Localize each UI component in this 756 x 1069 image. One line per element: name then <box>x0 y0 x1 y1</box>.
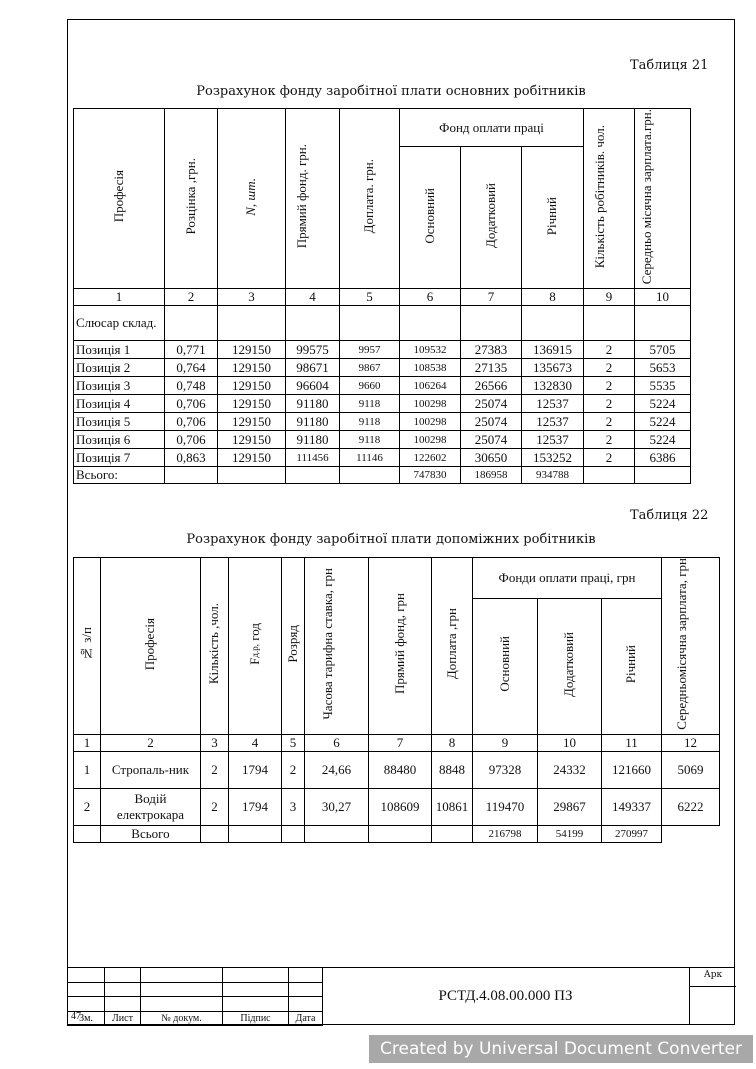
t21-cell: 0,706 <box>165 413 218 431</box>
t22-cell: 2 <box>74 788 101 825</box>
t21-total-annual: 934788 <box>522 467 584 484</box>
t22-cell: 2 <box>201 788 229 825</box>
t22-cell: 1794 <box>229 788 282 825</box>
t22-cell: 29867 <box>538 788 602 825</box>
t21-cell: 5535 <box>635 377 691 395</box>
t21-cell: 12537 <box>522 431 584 449</box>
t21-cell: 2 <box>584 395 635 413</box>
table21-label: Таблиця 21 <box>630 58 709 73</box>
t21-cell: 25074 <box>461 431 522 449</box>
t21-group-label: Слюсар склад. <box>74 306 165 341</box>
t22-total-basic: 216798 <box>473 825 538 842</box>
stamp-col-date: Дата <box>289 1011 323 1026</box>
t21-colnum: 3 <box>218 289 286 306</box>
stamp-col-change: Зм. <box>68 1011 105 1026</box>
t21-total-additional: 186958 <box>461 467 522 484</box>
t21-colnum: 6 <box>400 289 461 306</box>
title-block <box>67 967 323 1026</box>
t21-cell: 12537 <box>522 413 584 431</box>
t21-cell: 106264 <box>400 377 461 395</box>
t21-cell: 27383 <box>461 341 522 359</box>
t22-header-avg-salary: Середньомісячна зарплата, грн <box>662 558 720 735</box>
t21-total-label: Всього: <box>74 467 165 484</box>
t21-cell: 132830 <box>522 377 584 395</box>
t21-total-basic: 747830 <box>400 467 461 484</box>
t22-row <box>74 751 720 788</box>
t22-colnum: 9 <box>473 734 538 751</box>
t22-colnum: 10 <box>538 734 602 751</box>
t21-cell: 5653 <box>635 359 691 377</box>
t21-cell: 5224 <box>635 413 691 431</box>
t22-cell: 24332 <box>538 751 602 788</box>
t21-header-annual: Річний <box>522 147 584 289</box>
t21-position-label: Позиція 2 <box>74 359 165 377</box>
t21-position-label: Позиція 5 <box>74 413 165 431</box>
t21-position-label: Позиція 4 <box>74 395 165 413</box>
t21-cell: 129150 <box>218 413 286 431</box>
t21-cell: 5224 <box>635 431 691 449</box>
t22-total-row <box>74 825 720 842</box>
t21-cell: 99575 <box>286 341 340 359</box>
t21-header-rate: Розцінка ,грн. <box>165 109 218 289</box>
t21-cell: 129150 <box>218 359 286 377</box>
t22-cell: 88480 <box>369 751 432 788</box>
t21-cell: 129150 <box>218 377 286 395</box>
t21-cell: 91180 <box>286 431 340 449</box>
t22-profession: Водій електрокара <box>101 788 201 825</box>
table22-title: Розрахунок фонду заробітної плати допоміжних робітників <box>186 532 596 547</box>
t21-position-label: Позиція 6 <box>74 431 165 449</box>
t21-cell: 111456 <box>286 449 340 467</box>
stamp-col-sheet: Лист <box>105 1011 141 1026</box>
t21-position-label: Позиція 3 <box>74 377 165 395</box>
t22-colnum: 2 <box>101 734 201 751</box>
table21-title: Розрахунок фонду заробітної плати основних робітників <box>196 84 586 99</box>
t22-header-grade: Розряд <box>282 558 305 735</box>
t22-header-surcharge: Доплата ,грн <box>432 558 473 735</box>
t21-column-numbers <box>74 289 691 306</box>
t21-cell: 2 <box>584 449 635 467</box>
t22-total-additional: 54199 <box>538 825 602 842</box>
t21-row <box>74 359 691 377</box>
t21-cell: 27135 <box>461 359 522 377</box>
t21-cell: 9660 <box>340 377 400 395</box>
t21-total-row <box>74 467 691 484</box>
t21-cell: 2 <box>584 341 635 359</box>
t22-cell: 108609 <box>369 788 432 825</box>
t21-cell: 2 <box>584 413 635 431</box>
t21-cell: 26566 <box>461 377 522 395</box>
t21-header-direct-fund: Прямий фонд. грн. <box>286 109 340 289</box>
t21-colnum: 4 <box>286 289 340 306</box>
t22-cell: 30,27 <box>305 788 369 825</box>
stamp-col-sign: Підпис <box>223 1011 289 1026</box>
t22-cell: 119470 <box>473 788 538 825</box>
t21-cell: 0,706 <box>165 395 218 413</box>
t21-position-label: Позиція 1 <box>74 341 165 359</box>
t21-cell: 0,863 <box>165 449 218 467</box>
t21-colnum: 7 <box>461 289 522 306</box>
t21-cell: 12537 <box>522 395 584 413</box>
t22-header-num: № з/п <box>74 558 101 735</box>
t22-cell: 10861 <box>432 788 473 825</box>
t21-row <box>74 449 691 467</box>
t21-colnum: 5 <box>340 289 400 306</box>
t22-header-direct-fund: Прямий фонд, грн <box>369 558 432 735</box>
t21-cell: 129150 <box>218 449 286 467</box>
table22-label: Таблиця 22 <box>630 508 709 523</box>
t22-colnum: 1 <box>74 734 101 751</box>
t22-cell: 6222 <box>662 788 720 825</box>
t21-row <box>74 377 691 395</box>
t22-cell: 8848 <box>432 751 473 788</box>
t22-cell: 1 <box>74 751 101 788</box>
t21-cell: 100298 <box>400 395 461 413</box>
t22-header-fdr: Fд.р, год <box>229 558 282 735</box>
t21-cell: 153252 <box>522 449 584 467</box>
t22-cell: 2 <box>201 751 229 788</box>
t21-colnum: 10 <box>635 289 691 306</box>
t22-cell: 97328 <box>473 751 538 788</box>
t22-cell: 1794 <box>229 751 282 788</box>
t21-row <box>74 341 691 359</box>
t22-header-count: Кількість ,чол. <box>201 558 229 735</box>
t21-cell: 25074 <box>461 413 522 431</box>
t21-row <box>74 395 691 413</box>
t21-header-basic: Основний <box>400 147 461 289</box>
t21-colnum: 8 <box>522 289 584 306</box>
t22-cell: 121660 <box>602 751 662 788</box>
t21-colnum: 9 <box>584 289 635 306</box>
t22-colnum: 8 <box>432 734 473 751</box>
t22-colnum: 4 <box>229 734 282 751</box>
t21-group-row <box>74 306 691 341</box>
t21-cell: 25074 <box>461 395 522 413</box>
t21-cell: 5224 <box>635 395 691 413</box>
t22-cell: 149337 <box>602 788 662 825</box>
t22-cell: 3 <box>282 788 305 825</box>
t21-cell: 100298 <box>400 431 461 449</box>
t22-total-label: Всього <box>101 825 201 842</box>
t21-cell: 0,771 <box>165 341 218 359</box>
t22-colnum: 6 <box>305 734 369 751</box>
sheet-box <box>689 967 735 1025</box>
t21-cell: 108538 <box>400 359 461 377</box>
document-code: РСТД.4.08.00.000 ПЗ <box>322 967 689 1025</box>
converter-watermark: Created by Universal Document Converter <box>369 1035 753 1063</box>
t21-cell: 0,748 <box>165 377 218 395</box>
t21-cell: 9118 <box>340 395 400 413</box>
t22-cell: 24,66 <box>305 751 369 788</box>
t21-row <box>74 413 691 431</box>
table22 <box>73 557 720 843</box>
t21-position-label: Позиція 7 <box>74 449 165 467</box>
t21-cell: 122602 <box>400 449 461 467</box>
t21-header-n: N, шт. <box>218 109 286 289</box>
t21-cell: 0,764 <box>165 359 218 377</box>
t21-header-fund-group: Фонд оплати праці <box>400 109 584 147</box>
t22-header-basic: Основний <box>473 598 538 734</box>
t21-cell: 109532 <box>400 341 461 359</box>
t21-cell: 11146 <box>340 449 400 467</box>
t21-cell: 2 <box>584 359 635 377</box>
t21-header-profession: Професія <box>74 109 165 289</box>
t21-cell: 129150 <box>218 395 286 413</box>
t21-cell: 30650 <box>461 449 522 467</box>
stamp-col-doc: № докум. <box>141 1011 223 1026</box>
t22-header-fund-group: Фонди оплати праці, грн <box>473 558 662 599</box>
t21-cell: 91180 <box>286 395 340 413</box>
t22-header-hourly-rate: Часова тарифна ставка, грн <box>305 558 369 735</box>
t21-row <box>74 431 691 449</box>
t22-row <box>74 788 720 825</box>
t22-header-annual: Річний <box>602 598 662 734</box>
t22-column-numbers <box>74 734 720 751</box>
table21 <box>73 108 691 484</box>
t21-colnum: 2 <box>165 289 218 306</box>
t21-cell: 98671 <box>286 359 340 377</box>
t21-cell: 100298 <box>400 413 461 431</box>
t22-cell: 2 <box>282 751 305 788</box>
t22-total-annual: 270997 <box>602 825 662 842</box>
t22-header-profession: Професія <box>101 558 201 735</box>
t21-header-surcharge: Доплата. грн. <box>340 109 400 289</box>
t21-cell: 91180 <box>286 413 340 431</box>
t21-cell: 135673 <box>522 359 584 377</box>
t21-cell: 6386 <box>635 449 691 467</box>
t22-colnum: 12 <box>662 734 720 751</box>
t21-cell: 9957 <box>340 341 400 359</box>
t21-cell: 96604 <box>286 377 340 395</box>
t21-cell: 0,706 <box>165 431 218 449</box>
t21-cell: 2 <box>584 377 635 395</box>
t21-cell: 9118 <box>340 431 400 449</box>
t21-colnum: 1 <box>74 289 165 306</box>
t22-colnum: 7 <box>369 734 432 751</box>
t22-colnum: 3 <box>201 734 229 751</box>
t21-cell: 5705 <box>635 341 691 359</box>
t21-header-workers-count: Кількість робітників. чол. <box>584 109 635 289</box>
t22-colnum: 11 <box>602 734 662 751</box>
t21-cell: 2 <box>584 431 635 449</box>
t22-cell: 5069 <box>662 751 720 788</box>
t22-header-additional: Додатковий <box>538 598 602 734</box>
t21-cell: 9867 <box>340 359 400 377</box>
t22-profession: Стропаль-ник <box>101 751 201 788</box>
t21-header-additional: Додатковий <box>461 147 522 289</box>
sheet-label: Арк <box>703 970 723 980</box>
t21-cell: 129150 <box>218 341 286 359</box>
t21-header-avg-salary: Середньо місячна зарплата.грн. <box>635 109 691 289</box>
t21-cell: 136915 <box>522 341 584 359</box>
t21-cell: 129150 <box>218 431 286 449</box>
t22-colnum: 5 <box>282 734 305 751</box>
t21-cell: 9118 <box>340 413 400 431</box>
page-number: 47 <box>71 1011 81 1022</box>
